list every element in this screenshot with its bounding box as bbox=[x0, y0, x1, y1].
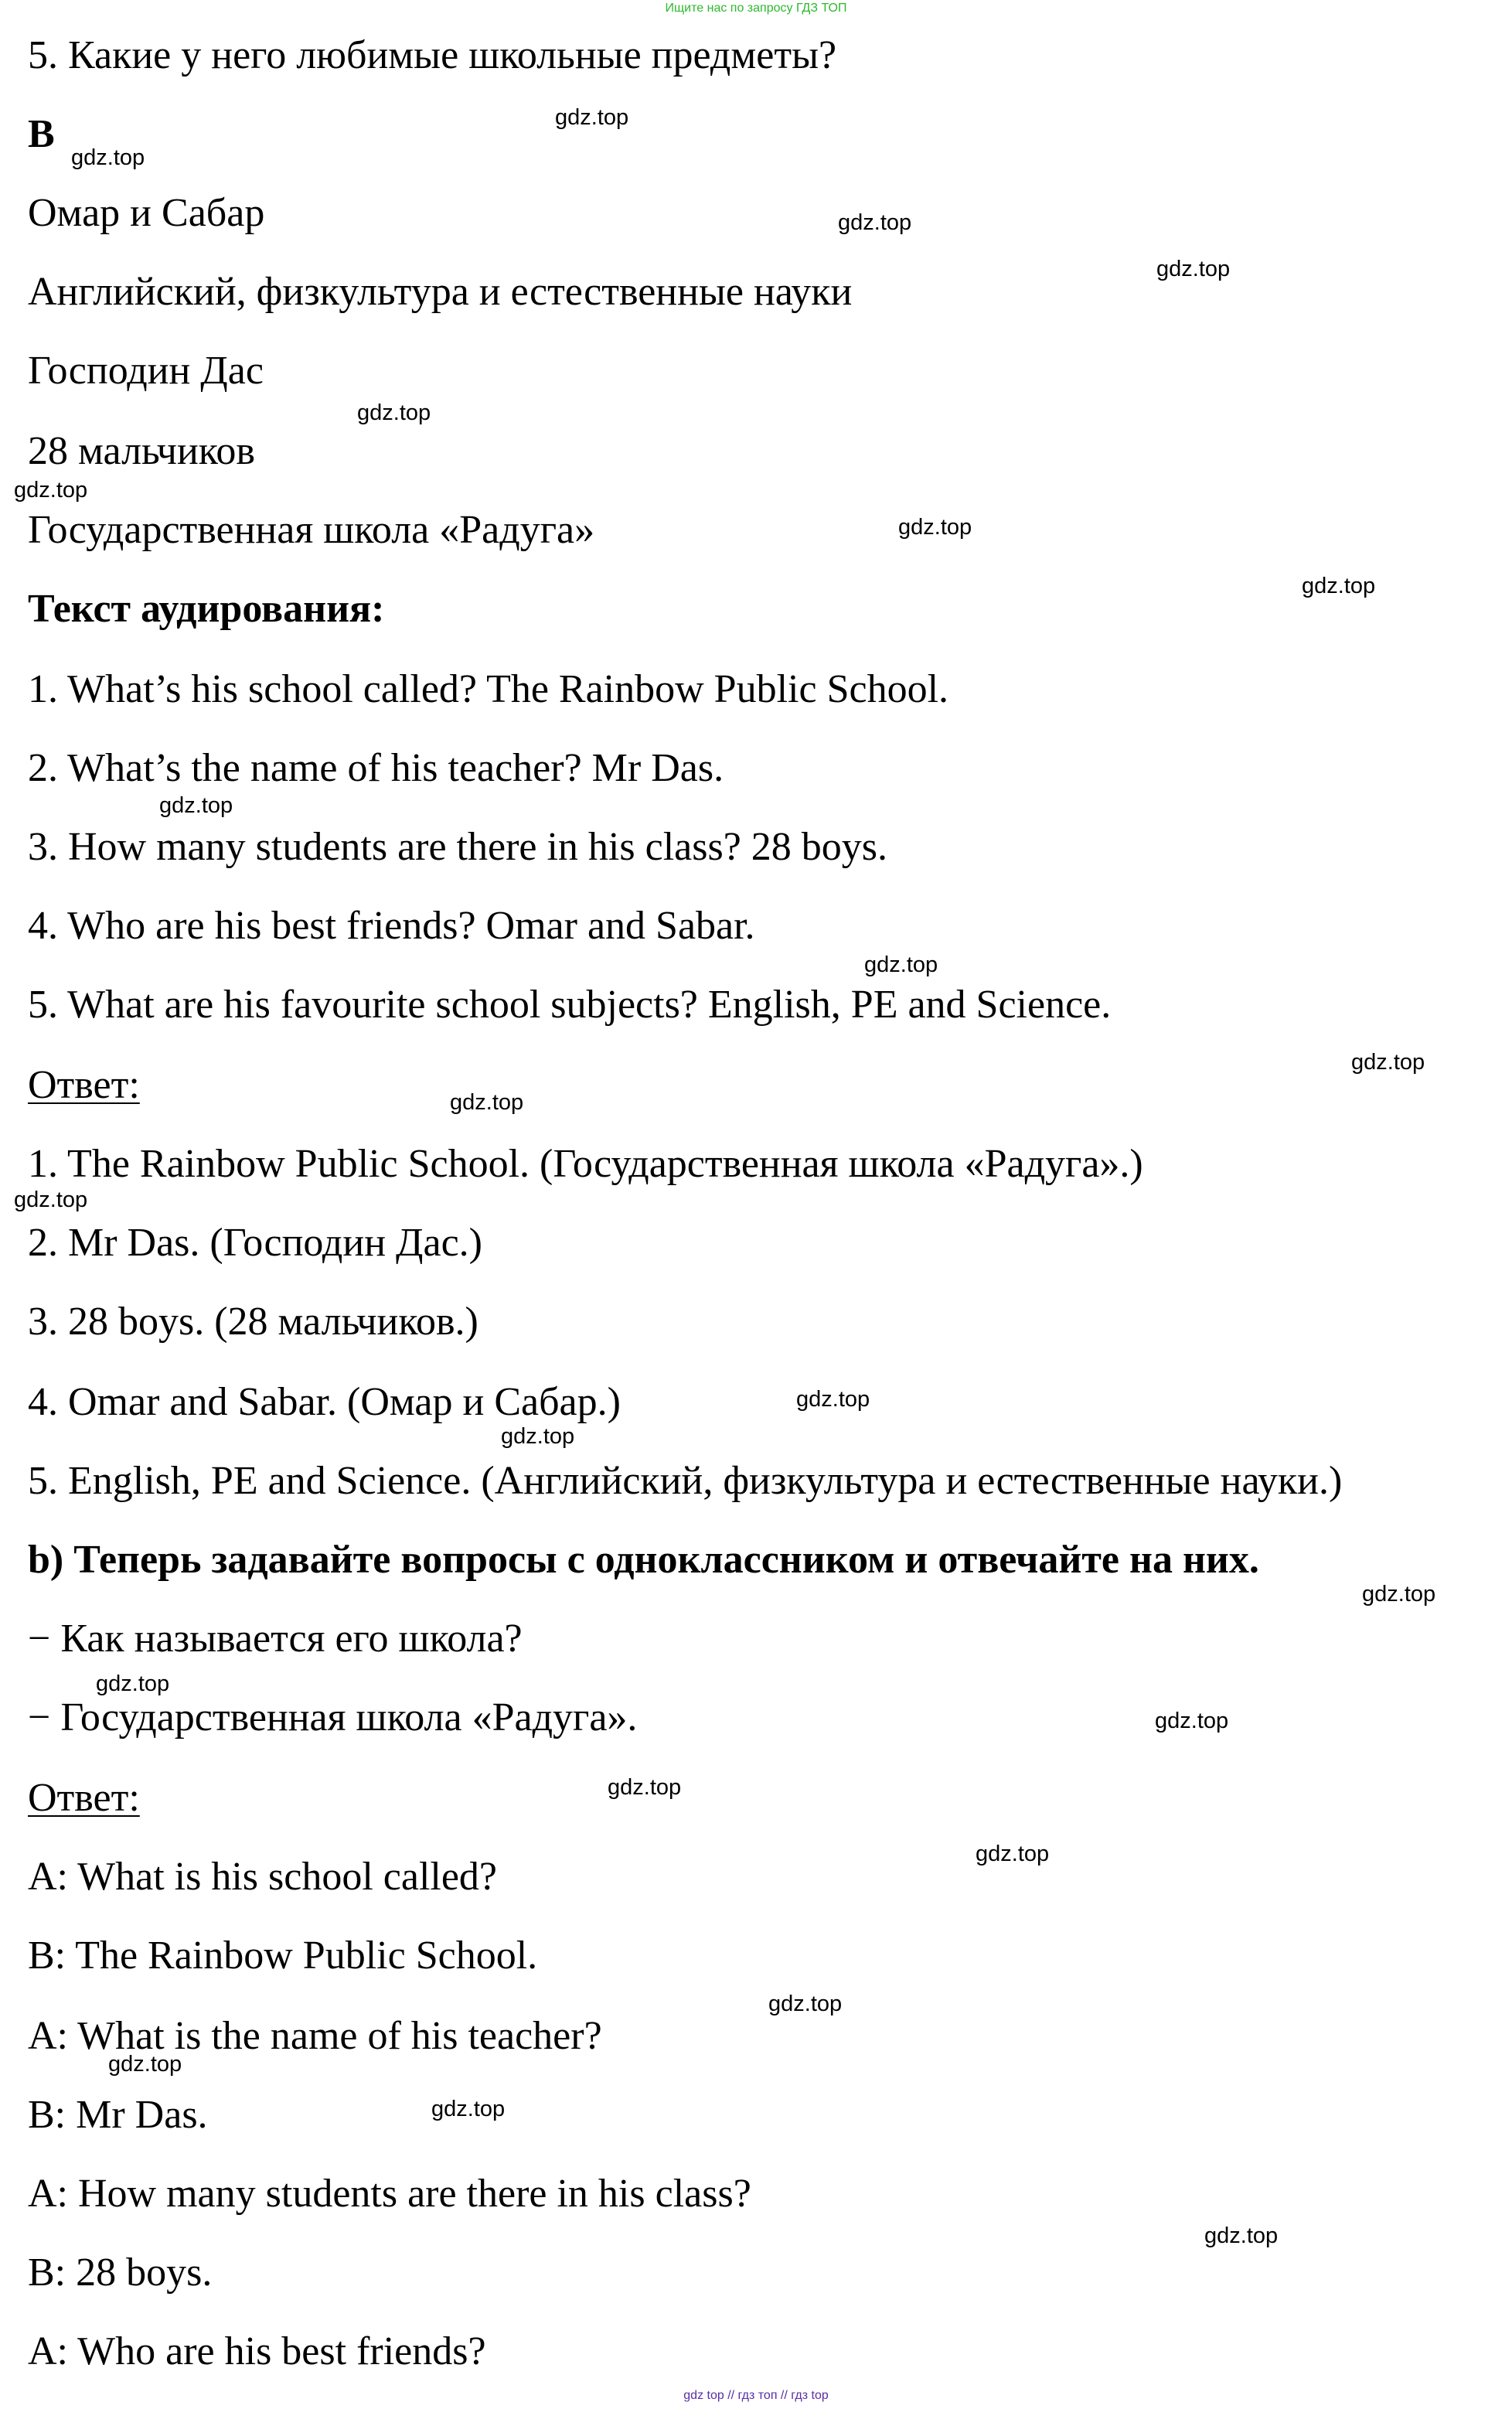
watermark: gdz.top bbox=[864, 952, 938, 977]
text-line-12: 4. Who are his best friends? Omar and Sabar. bbox=[28, 904, 755, 948]
text-line-29: B: 28 boys. bbox=[28, 2251, 213, 2295]
text-line-3: Омар и Сабар bbox=[28, 191, 265, 235]
text-line-15: 1. The Rainbow Public School. (Государственная школа «Радуга».) bbox=[28, 1142, 1143, 1186]
answer-heading-1: Ответ: bbox=[28, 1063, 140, 1107]
watermark: gdz.top bbox=[768, 1992, 843, 2016]
text-line-22: − Государственная школа «Радуга». bbox=[28, 1695, 638, 1739]
text-line-5: Господин Дас bbox=[28, 349, 264, 393]
watermark: gdz.top bbox=[608, 1775, 682, 1800]
watermark: gdz.top bbox=[796, 1387, 870, 1412]
text-line-13: 5. What are his favourite school subjects? English, PE and Science. bbox=[28, 983, 1112, 1027]
watermark: gdz.top bbox=[108, 2052, 182, 2077]
text-line-19: 5. English, PE and Science. (Английский, физкультура и естественные науки.) bbox=[28, 1459, 1343, 1503]
watermark: gdz.top bbox=[14, 478, 88, 503]
watermark: gdz.top bbox=[501, 1424, 575, 1449]
watermark: gdz.top bbox=[1362, 1582, 1436, 1607]
text-line-1: 5. Какие у него любимые школьные предметы? bbox=[28, 33, 837, 77]
text-line-10: 2. What’s the name of his teacher? Mr Das. bbox=[28, 746, 724, 790]
watermark: gdz.top bbox=[1204, 2223, 1279, 2248]
text-line-26: A: What is the name of his teacher? bbox=[28, 2014, 602, 2058]
listening-heading: Текст аудирования: bbox=[28, 587, 385, 631]
text-line-24: A: What is his school called? bbox=[28, 1855, 498, 1899]
watermark: gdz.top bbox=[14, 1187, 88, 1212]
text-line-30: A: Who are his best friends? bbox=[28, 2329, 486, 2373]
watermark: gdz.top bbox=[96, 1671, 170, 1696]
text-line-6: 28 мальчиков bbox=[28, 429, 255, 473]
text-line-25: B: The Rainbow Public School. bbox=[28, 1934, 538, 1978]
text-line-9: 1. What’s his school called? The Rainbow Public School. bbox=[28, 667, 949, 711]
task-b-heading: b) Теперь задавайте вопросы с одноклассником и отвечайте на них. bbox=[28, 1538, 1259, 1582]
watermark: gdz.top bbox=[838, 210, 912, 235]
text-line-27: B: Mr Das. bbox=[28, 2093, 208, 2137]
text-line-16: 2. Mr Das. (Господин Дас.) bbox=[28, 1221, 482, 1265]
footer: gdz top // гдз топ // гдз top bbox=[683, 2389, 829, 2402]
watermark: gdz.top bbox=[159, 793, 233, 818]
text-line-21: − Как называется его школа? bbox=[28, 1617, 523, 1661]
text-line-28: A: How many students are there in his class? bbox=[28, 2172, 751, 2216]
text-line-17: 3. 28 boys. (28 мальчиков.) bbox=[28, 1300, 478, 1344]
text-line-18: 4. Omar and Sabar. (Омар и Сабар.) bbox=[28, 1380, 621, 1424]
watermark: gdz.top bbox=[898, 515, 972, 540]
watermark: gdz.top bbox=[976, 1842, 1050, 1866]
watermark: gdz.top bbox=[1351, 1050, 1425, 1075]
watermark: gdz.top bbox=[1156, 257, 1231, 281]
watermark: gdz.top bbox=[71, 145, 145, 170]
text-line-7: Государственная школа «Радуга» bbox=[28, 508, 595, 552]
top-banner: Ищите нас по запросу ГДЗ ТОП bbox=[665, 2, 847, 15]
watermark: gdz.top bbox=[555, 105, 629, 130]
answer-heading-2: Ответ: bbox=[28, 1776, 140, 1820]
watermark: gdz.top bbox=[1302, 574, 1376, 598]
text-line-4: Английский, физкультура и естественные науки bbox=[28, 270, 853, 314]
watermark: gdz.top bbox=[450, 1090, 524, 1115]
text-line-11: 3. How many students are there in his class? 28 boys. bbox=[28, 825, 888, 869]
watermark: gdz.top bbox=[357, 400, 431, 425]
section-letter: В bbox=[28, 112, 55, 156]
watermark: gdz.top bbox=[431, 2097, 506, 2121]
watermark: gdz.top bbox=[1155, 1709, 1229, 1733]
